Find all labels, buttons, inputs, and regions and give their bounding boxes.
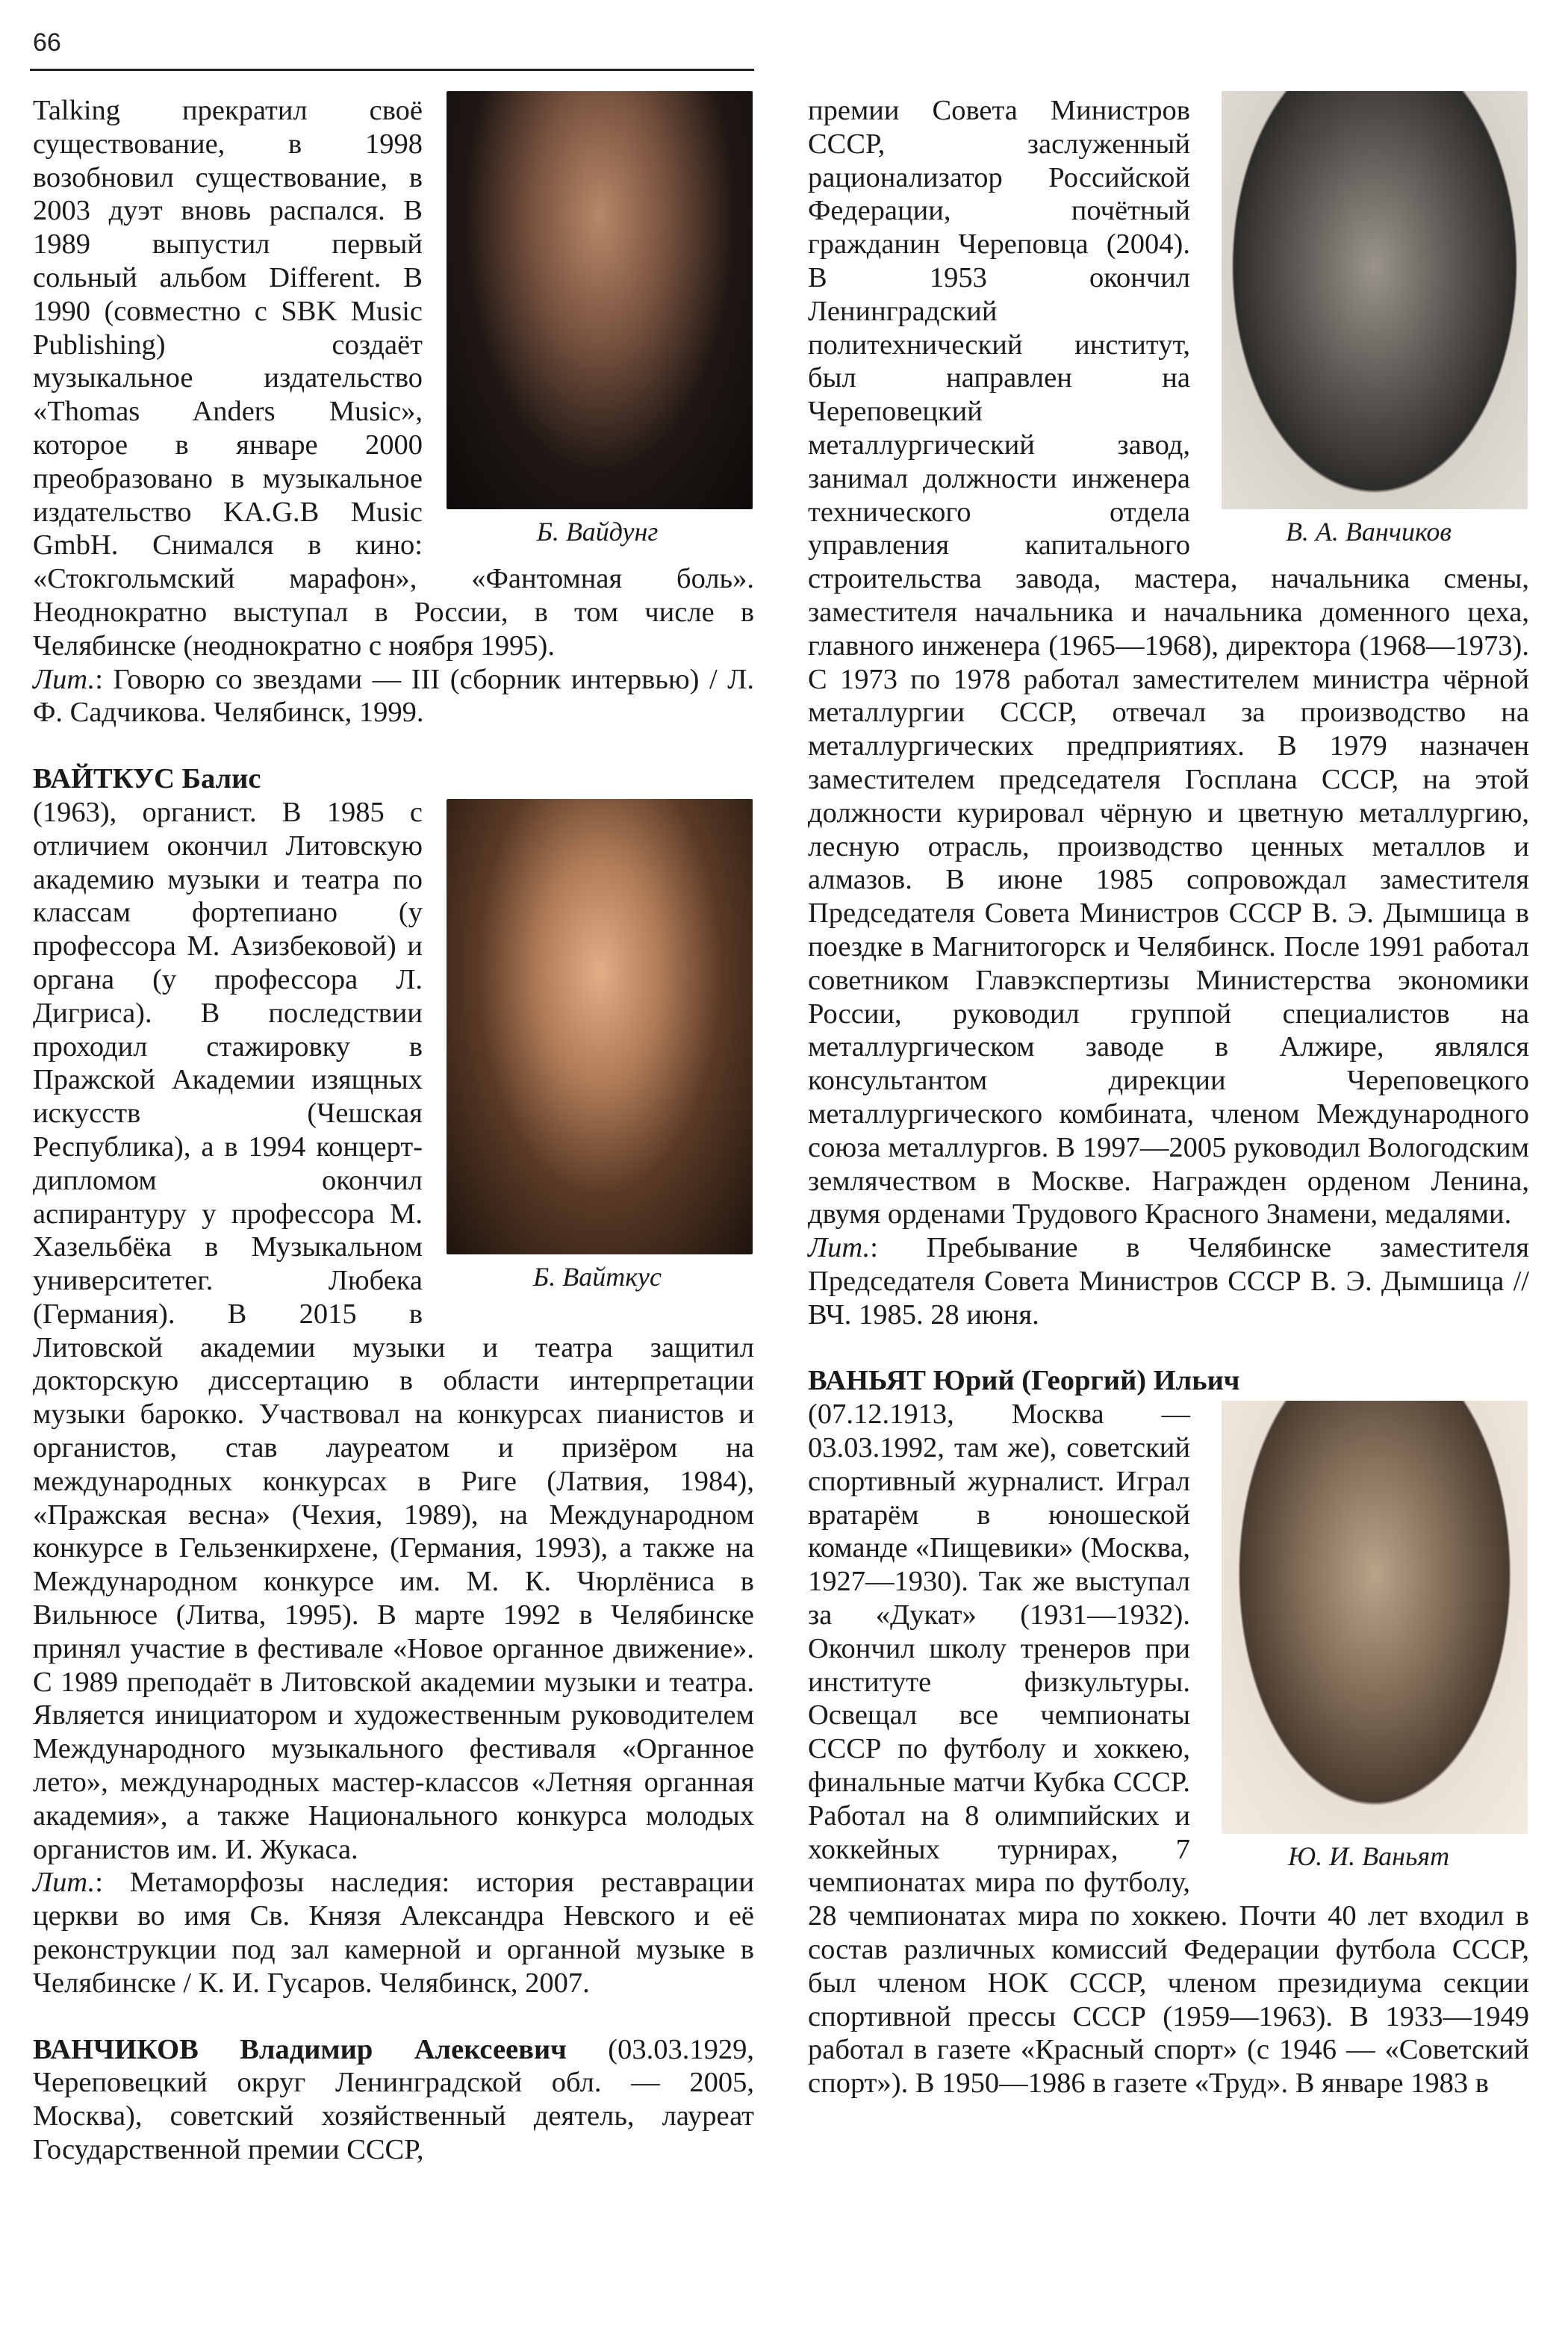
lit-label: Лит. [33,1867,96,1899]
figure-vaitkus [441,799,754,1293]
right-column [808,94,1529,2100]
figure-vaidung [441,91,754,548]
figure-vanyat [1208,1401,1529,1873]
vanchikov-entry [33,2033,754,2167]
caption-vaitkus: Б. Вайткус [532,1261,662,1292]
page-number: 66 [33,28,61,57]
figure-vanchikov [1208,91,1529,548]
entry-text-vaitkus: (1963), органист. В 1985 с отличием окончил Литовскую академию музыки и театра по классам фортепиано (у профессора М. Азизбековой) и органа (у профессора Л. Дигриса). В последствии проходил стажировку в Пражской Академии изящных искусств (Чешская Республика), а в 1994 концерт-дипломом окончил аспирантуру у профессора М. Хазельбёка в Музыкальном университетег. Любека (Германия). В 2015 в Литовской академии музыки и театра защитил докторскую диссертацию в области интерпретации музыки барокко. Участвовал на конкурсах пианистов и органистов, став лауреатом и призёром на международных конкурсах в Риге (Латвия, 1984), «Пражская весна» (Чехия, 1989), на Международном конкурсе в Гельзенкирхене, (Германия, 1993), а также на Международном конкурсе им. М. К. Чюрлёниса в Вильнюсе (Литва, 1995). В марте 1992 в Челябинске принял участие в фестивале «Новое органное движение». С 1989 преподаёт в Литовской академии музыки и театра. Является инициатором и художественным руководителем Международного музыкального фестиваля «Органное лето», международных мастер-классов «Летняя органная академия», а также Национального конкурса молодых органистов им. И. Жукаса. [33,796,754,1865]
entry-name-vaitkus: ВАЙТКУС Балис [33,763,261,795]
vaidung-paragraph: Talking прекратил своё существование, в 1998 возобновил существование, в 2003 дуэт вновь распался. В 1989 выпустил первый сольный альбом Different. В 1990 (совместно с SBK Music Publishing) создаёт музыкальное издательство «Thomas Anders Music», которое в январе 2000 преобразовано в музыкальное издательство KA.G.B Music GmbH. Снимался в кино: «Стокгольмский марафон», «Фантомная боль». Неоднократно выступал в России, в том числе в Челябинске (неоднократно с ноября 1995). [33,95,754,662]
entry-name-vanyat: ВАНЬЯТ Юрий (Георгий) Ильич [808,1365,1240,1397]
vanchikov-continued: премии Совета Министров СССР, заслуженный рационализатор Российской Федерации, почётный гражданин Череповца (2004). В 1953 окончил Ленинградский политехнический институт, был направлен на Череповецкий металлургический завод, занимал должности инженера технического отдела управления капитального строительства завода, мастера, начальника смены, заместителя начальника и начальника доменного цеха, главного инженера (1965—1968), директора (1968—1973). С 1973 по 1978 работал заместителем министра чёрной металлургии СССР, отвечал за производство на металлургических предприятиях. В 1979 назначен заместителем председателя Госплана СССР, на этой должности курировал чёрную и цветную металлургию, лесную отрасль, производство ценных металлов и алмазов. В июне 1985 сопровождал заместителя Председателя Совета Министров СССР В. Э. Дымшица в поездке в Магнитогорск и Челябинск. После 1991 работал советником Главэкспертизы Министерства экономики России, руководил группой специалистов на металлургическом заводе в Алжире, являлся консультантом дирекции Череповецкого металлургического комбината, членом Международного союза металлургов. В 1997—2005 руководил Вологодским землячеством в Москве. Награжден орденом Ленина, двумя орденами Трудового Красного Знамени, медалями. [808,95,1529,1231]
portrait-photo-vaitkus [447,799,753,1254]
left-column [33,94,754,2167]
lit-text: : Говорю со звездами — III (сборник интервью) / Л. Ф. Садчикова. Челябинск, 1999. [33,663,754,729]
entry-text-vanyat: (07.12.1913, Москва — 03.03.1992, там же), советский спортивный журналист. Играл вратарём в юношеской команде «Пищевики» (Москва, 1927—1930). Так же выступал за «Дукат» (1931—1932). Окончил школу тренеров при институте физкультуры. Освещал все чемпионаты СССР по футболу и хоккею, финальные матчи Кубка СССР. Работал на 8 олимпийских и хоккейных турнирах, 7 чемпионатах мира по футболу, 28 чемпионатах мира по хоккею. Почти 40 лет входил в состав различных комиссий Федерации футбола СССР, был членом НОК СССР, членом президиума секции спортивной прессы СССР (1959—1963). В 1933—1949 работал в газете «Красный спорт» (с 1946 — «Советский спорт»). В 1950—1986 в газете «Труд». В январе 1983 в [808,1399,1529,2100]
caption-vanchikov: В. А. Ванчиков [1285,517,1452,547]
lit-label: Лит. [808,1232,871,1264]
entry-name-vanchikov: ВАНЧИКОВ Владимир Алексеевич [33,2033,567,2065]
portrait-photo-vanchikov [1222,91,1528,509]
lit-reference-vaitkus [33,1866,754,2000]
vanyat-entry [808,1364,1529,1398]
entry-text-vanchikov: (03.03.1929, Череповецкий округ Ленинградской обл. — 2005, Москва), советский хозяйственный деятель, лауреат Государственной премии СССР, [33,2033,754,2166]
lit-reference-vaidung [33,663,754,730]
lit-text: : Пребывание в Челябинске заместителя Председателя Совета Министров СССР В. Э. Дымшица // ВЧ. 1985. 28 июня. [808,1232,1529,1331]
portrait-photo-vanyat [1222,1401,1528,1834]
portrait-photo-vaidung [447,91,753,509]
caption-vanyat: Ю. И. Ваньят [1287,1841,1450,1872]
lit-label: Лит. [33,663,96,695]
caption-vaidung: Б. Вайдунг [536,517,659,547]
header-rule [30,69,754,71]
vaitkus-entry [33,762,754,796]
lit-text: : Метаморфозы наследия: история реставрации церкви во имя Св. Князя Александра Невского и её реконструкции под зал камерной и органной музыке в Челябинске / К. И. Гусаров. Челябинск, 2007. [33,1867,754,1999]
lit-reference-vanchikov [808,1231,1529,1331]
